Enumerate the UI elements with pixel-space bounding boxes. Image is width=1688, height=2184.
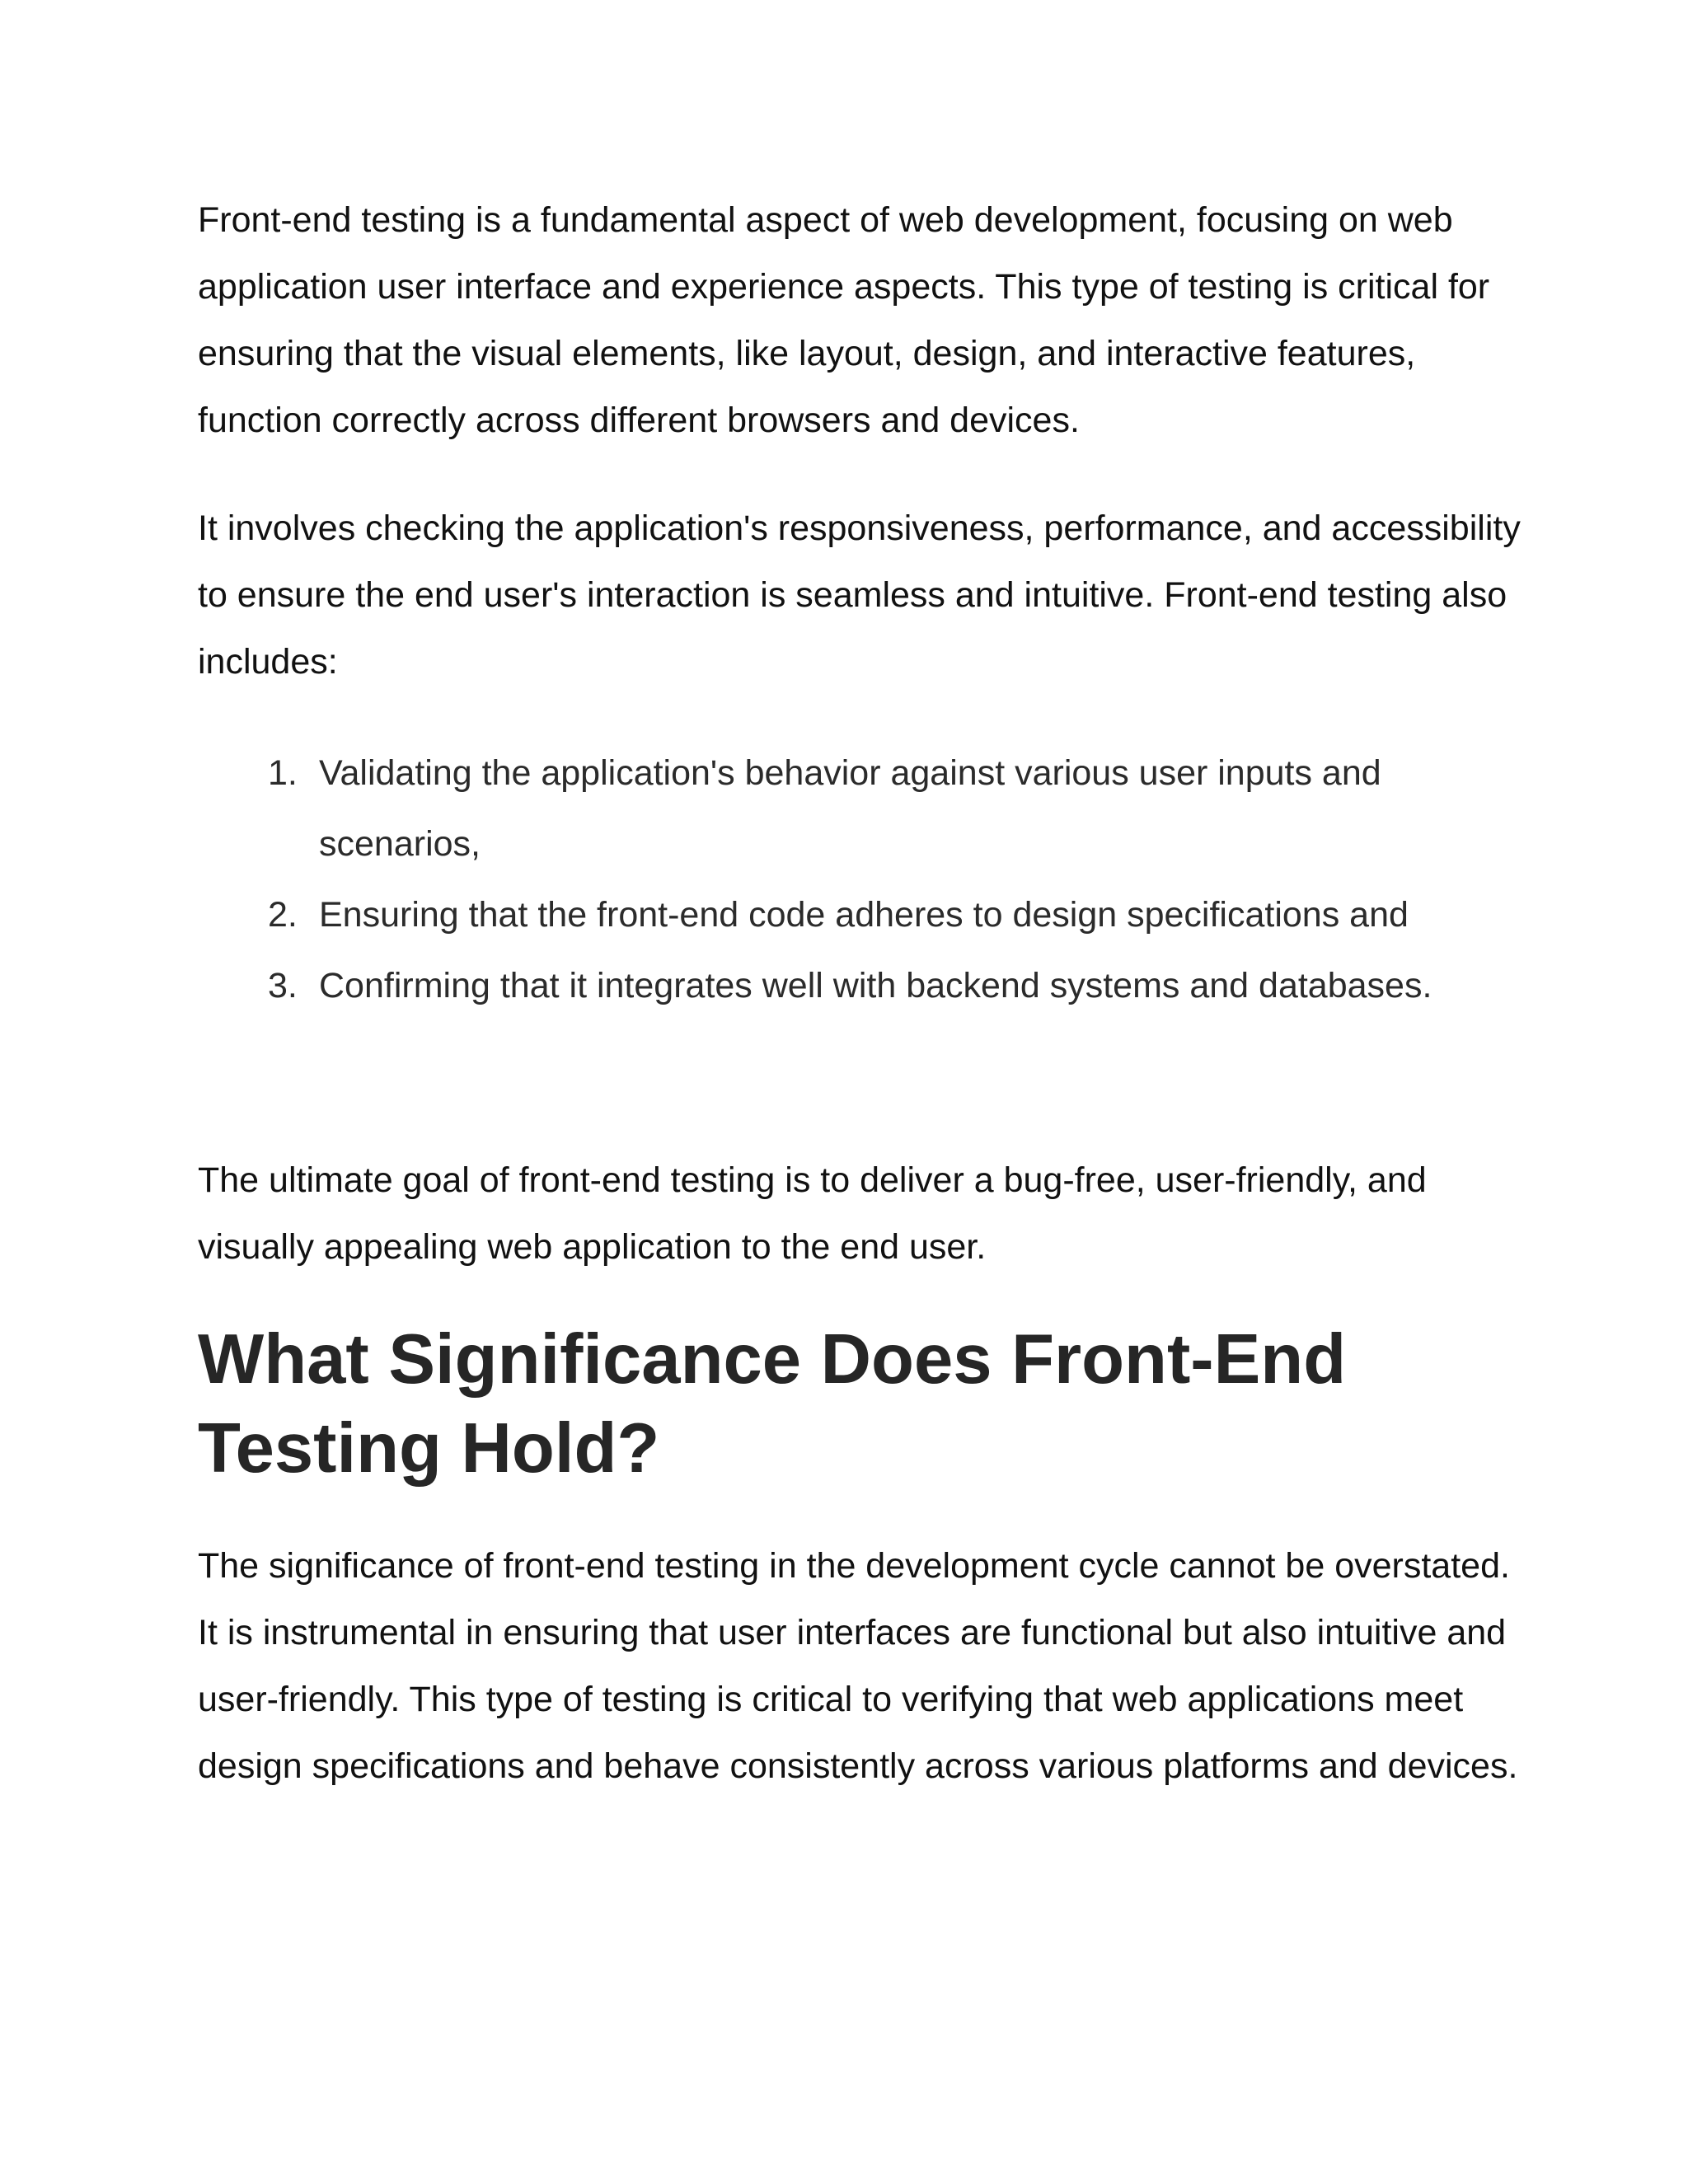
goal-paragraph: The ultimate goal of front-end testing is to deliver a bug-free, user-friendly, and visually appealing web application to the end user. — [198, 1160, 1427, 1267]
list-item — [198, 879, 1525, 950]
significance-paragraph: The significance of front-end testing in the development cycle cannot be overstated. It is instrumental in ensuring that user interfaces are functional but also intuitive and user-friendly. This type of testing is critical to verifying that web applications meet design specifications and behave consistently across various platforms and devices. — [198, 1546, 1518, 1786]
list-item — [198, 950, 1525, 1021]
includes-list — [198, 738, 1525, 1021]
list-item — [198, 738, 1525, 879]
list-item-text: Ensuring that the front-end code adheres to design specifications and — [319, 895, 1409, 935]
list-item-text: Validating the application's behavior against various user inputs and scenarios, — [319, 753, 1381, 864]
details-paragraph: It involves checking the application's responsiveness, performance, and accessibility to ensure the end user's interaction is seamless and intuitive. Front-end testing also includes: — [198, 509, 1521, 682]
section-heading: What Significance Does Front-End Testing Hold? — [198, 1320, 1347, 1488]
list-item-number: 3. — [268, 966, 298, 1005]
list-item-number: 1. — [268, 753, 298, 793]
list-item-text: Confirming that it integrates well with backend systems and databases. — [319, 966, 1432, 1005]
intro-paragraph: Front-end testing is a fundamental aspect of web development, focusing on web application user interface and experience aspects. This type of testing is critical for ensuring that the visual elements, like layout, design, and interactive features, function correctly across different browsers and devices. — [198, 200, 1490, 440]
list-item-number: 2. — [268, 895, 298, 935]
